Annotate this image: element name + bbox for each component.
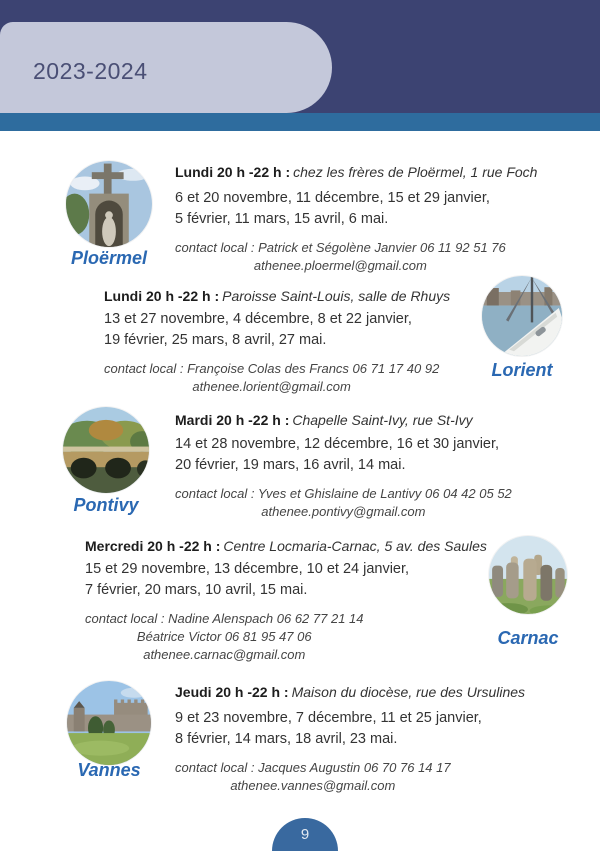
session-heading	[175, 412, 595, 428]
contact-block	[175, 759, 451, 795]
dates-line: 14 et 28 novembre, 12 décembre, 16 et 30 janvier,	[175, 436, 500, 452]
contact-email: athenee.pontivy@gmail.com	[261, 504, 426, 519]
header-teal-stripe	[0, 113, 600, 131]
city-label-ploermel: Ploërmel	[70, 248, 148, 268]
city-label-vannes: Vannes	[77, 760, 141, 780]
vannes-ramparts-photo	[67, 681, 151, 765]
contact-line: contact local : Nadine Alenspach 06 62 77 21 14	[85, 611, 364, 626]
entry-ploermel-text	[175, 164, 595, 275]
ploermel-monument-photo	[66, 161, 152, 247]
session-venue: chez les frères de Ploërmel, 1 rue Foch	[293, 164, 538, 180]
dates-line: 19 février, 25 mars, 8 avril, 27 mai.	[104, 332, 327, 348]
session-heading	[175, 164, 595, 180]
contact-block	[175, 239, 506, 275]
dates-line: 15 et 29 novembre, 13 décembre, 10 et 24 janvier,	[85, 561, 410, 577]
pontivy-bridge-photo	[63, 407, 149, 493]
contact-line: contact local : Françoise Colas des Francs 06 71 17 40 92	[104, 361, 440, 376]
session-heading	[104, 288, 504, 304]
session-heading	[175, 684, 595, 700]
entry-carnac-text	[85, 538, 489, 664]
dates-line: 8 février, 14 mars, 18 avril, 23 mai.	[175, 731, 398, 747]
session-day-time: Lundi 20 h -22 h :	[104, 288, 220, 304]
contact-block	[85, 610, 364, 664]
header-band	[0, 0, 600, 113]
city-label-carnac: Carnac	[497, 628, 559, 648]
entry-vannes-text	[175, 684, 595, 795]
dates-line: 13 et 27 novembre, 4 décembre, 8 et 22 janvier,	[104, 311, 412, 327]
session-dates	[104, 309, 504, 351]
city-label-pontivy: Pontivy	[73, 495, 139, 515]
entry-lorient-text	[104, 288, 504, 396]
session-day-time: Lundi 20 h -22 h :	[175, 164, 291, 180]
session-dates	[175, 188, 595, 230]
school-year-label: 2023-2024	[33, 58, 148, 84]
session-day-time: Mardi 20 h -22 h :	[175, 412, 290, 428]
page-number-dome	[272, 818, 338, 851]
contact-line: contact local : Jacques Augustin 06 70 76 14 17	[175, 760, 451, 775]
contact-line: Béatrice Victor 06 81 95 47 06	[136, 629, 312, 644]
carnac-menhirs-photo	[489, 536, 567, 614]
session-dates	[175, 434, 595, 476]
dates-line: 5 février, 11 mars, 15 avril, 6 mai.	[175, 211, 389, 227]
session-dates	[85, 559, 489, 601]
session-day-time: Mercredi 20 h -22 h :	[85, 538, 221, 554]
session-venue: Maison du diocèse, rue des Ursulines	[291, 684, 526, 700]
contact-email: athenee.carnac@gmail.com	[143, 647, 306, 662]
contact-email: athenee.lorient@gmail.com	[192, 379, 351, 394]
dates-line: 20 février, 19 mars, 16 avril, 14 mai.	[175, 457, 406, 473]
entry-pontivy-text	[175, 412, 595, 521]
session-venue: Centre Locmaria-Carnac, 5 av. des Saules	[223, 538, 487, 554]
contact-email: athenee.ploermel@gmail.com	[253, 258, 427, 273]
contact-line: contact local : Yves et Ghislaine de Lantivy 06 04 42 05 52	[175, 486, 512, 501]
dates-line: 9 et 23 novembre, 7 décembre, 11 et 25 janvier,	[175, 710, 482, 726]
dates-line: 6 et 20 novembre, 11 décembre, 15 et 29 janvier,	[175, 190, 490, 206]
city-label-lorient: Lorient	[491, 360, 553, 380]
session-venue: Chapelle Saint-Ivy, rue St-Ivy	[292, 412, 473, 428]
session-heading	[85, 538, 489, 554]
contact-line: contact local : Patrick et Ségolène Janvier 06 11 92 51 76	[175, 240, 506, 255]
contact-block	[175, 485, 512, 521]
contact-block	[104, 360, 439, 396]
session-day-time: Jeudi 20 h -22 h :	[175, 684, 289, 700]
session-venue: Paroisse Saint-Louis, salle de Rhuys	[222, 288, 451, 304]
dates-line: 7 février, 20 mars, 10 avril, 15 mai.	[85, 582, 308, 598]
lorient-sailboat-photo	[482, 276, 562, 356]
page-number: 9	[300, 826, 310, 843]
session-dates	[175, 708, 595, 750]
contact-email: athenee.vannes@gmail.com	[230, 778, 396, 793]
